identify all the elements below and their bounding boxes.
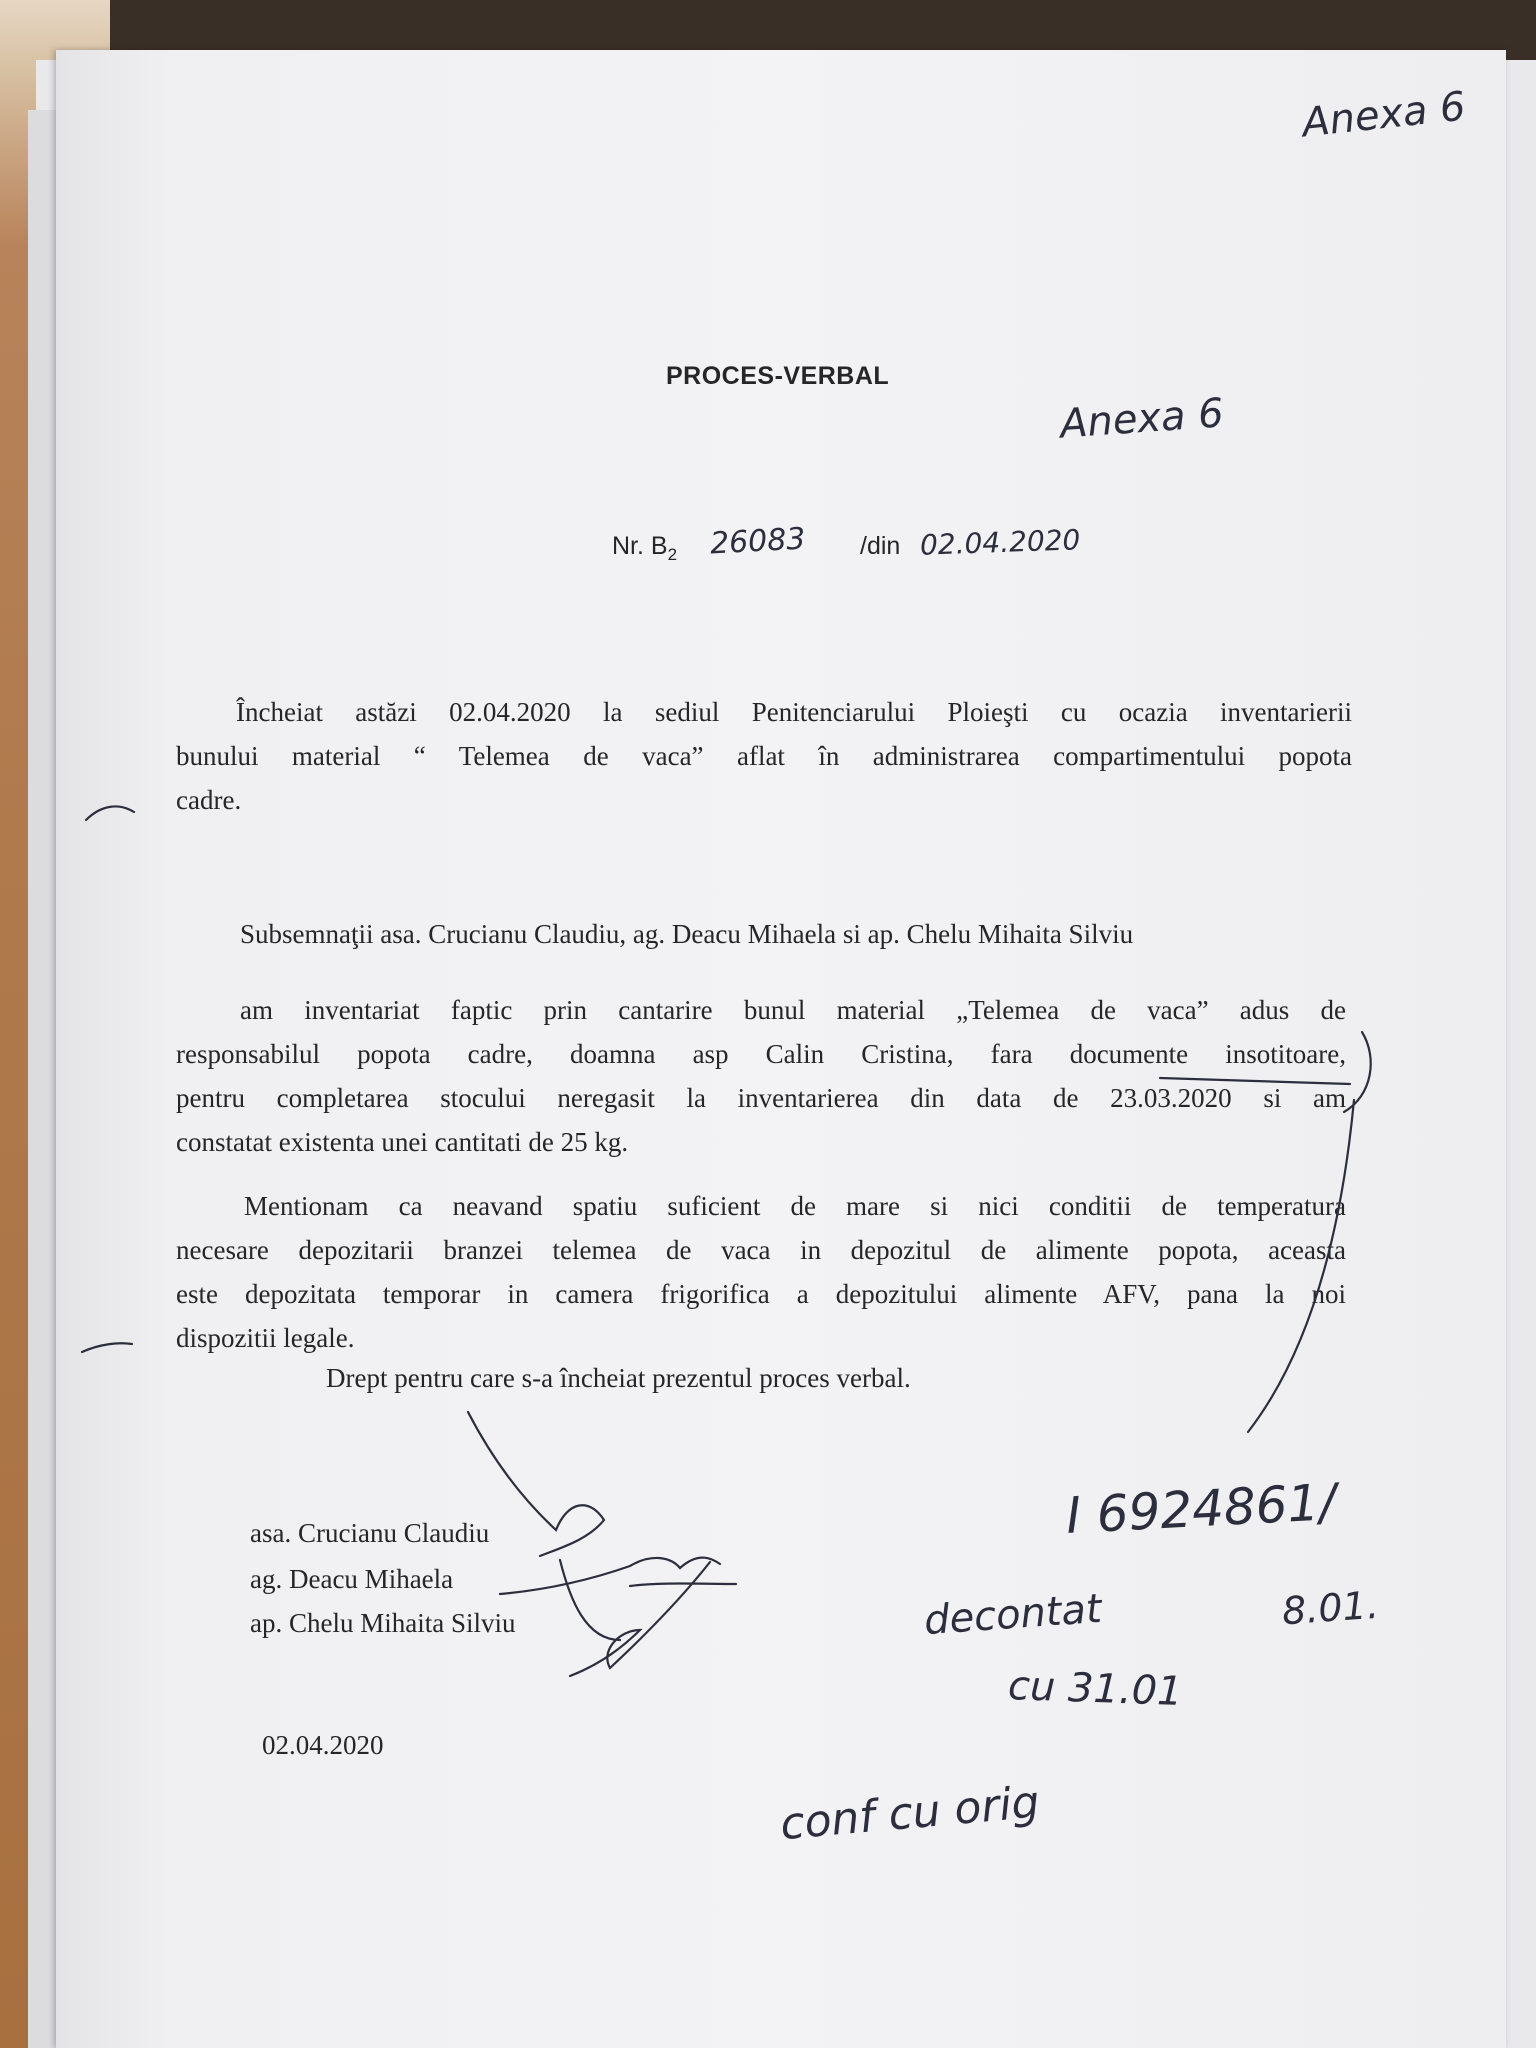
paragraph-line: este depozitata temporar in camera frigorifica a depozitului alimente AFV, pana la noi bbox=[176, 1279, 1346, 1309]
number-handwritten: 26083 bbox=[709, 521, 807, 562]
paragraph-line: necesare depozitarii branzei telemea de vaca in depozitul de alimente popota, aceasta bbox=[176, 1235, 1346, 1265]
paragraph-line: Mentionam ca neavand spatiu suficient de mare si nici conditii de temperatura bbox=[244, 1191, 1346, 1221]
date-label: /din bbox=[860, 532, 901, 560]
paragraph-storage bbox=[176, 1184, 1346, 1360]
paragraph-line: constatat existenta unei cantitati de 25 kg. bbox=[176, 1127, 629, 1157]
paragraph-line: dispozitii legale. bbox=[176, 1323, 355, 1353]
handwritten-note-certified: conf cu orig bbox=[778, 1776, 1042, 1851]
document-title: PROCES-VERBAL bbox=[666, 362, 890, 390]
handwritten-note-date-2: cu 31.01 bbox=[1007, 1662, 1184, 1716]
paragraph-line: Încheiat astăzi 02.04.2020 la sediul Penitenciarului Ploieşti cu ocazia inventarierii bbox=[236, 697, 1352, 727]
paragraph-intro bbox=[176, 690, 1352, 822]
paragraph-line: pentru completarea stocului neregasit la inventarierea din data de 23.03.2020 si am bbox=[176, 1083, 1346, 1113]
paragraph-line: am inventariat faptic prin cantarire bunul material „Telemea de vaca” adus de bbox=[240, 995, 1346, 1025]
paragraph-signatories: Subsemnaţii asa. Crucianu Claudiu, ag. Deacu Mihaela si ap. Chelu Mihaita Silviu bbox=[240, 919, 1134, 949]
document-number-line bbox=[612, 532, 677, 565]
number-subscript: 2 bbox=[667, 545, 678, 564]
annotation-top-right: Anexa 6 bbox=[1300, 83, 1468, 147]
paragraph-inventory bbox=[176, 988, 1346, 1164]
paragraph-line: responsabilul popota cadre, doamna asp Calin Cristina, fara documente insotitoare, bbox=[176, 1039, 1346, 1069]
handwritten-note-decontat: decontat bbox=[922, 1585, 1104, 1645]
date-handwritten: 02.04.2020 bbox=[919, 523, 1081, 562]
annotation-near-title: Anexa 6 bbox=[1058, 390, 1226, 448]
handwritten-note-date-1: 8.01. bbox=[1280, 1582, 1381, 1634]
paragraph-closing: Drept pentru care s-a încheiat prezentul proces verbal. bbox=[326, 1363, 911, 1393]
paragraph-line: cadre. bbox=[176, 785, 242, 815]
signatory-3: ap. Chelu Mihaita Silviu bbox=[250, 1608, 516, 1638]
signatory-1: asa. Crucianu Claudiu bbox=[250, 1518, 490, 1548]
signatory-2: ag. Deacu Mihaela bbox=[250, 1564, 454, 1594]
number-label: Nr. B bbox=[612, 532, 668, 560]
handwritten-registration-number: I 6924861/ bbox=[1064, 1472, 1338, 1546]
paragraph-line: bunului material “ Telemea de vaca” aflat în administrarea compartimentului popota bbox=[176, 741, 1352, 771]
document-date-bottom: 02.04.2020 bbox=[262, 1730, 384, 1760]
